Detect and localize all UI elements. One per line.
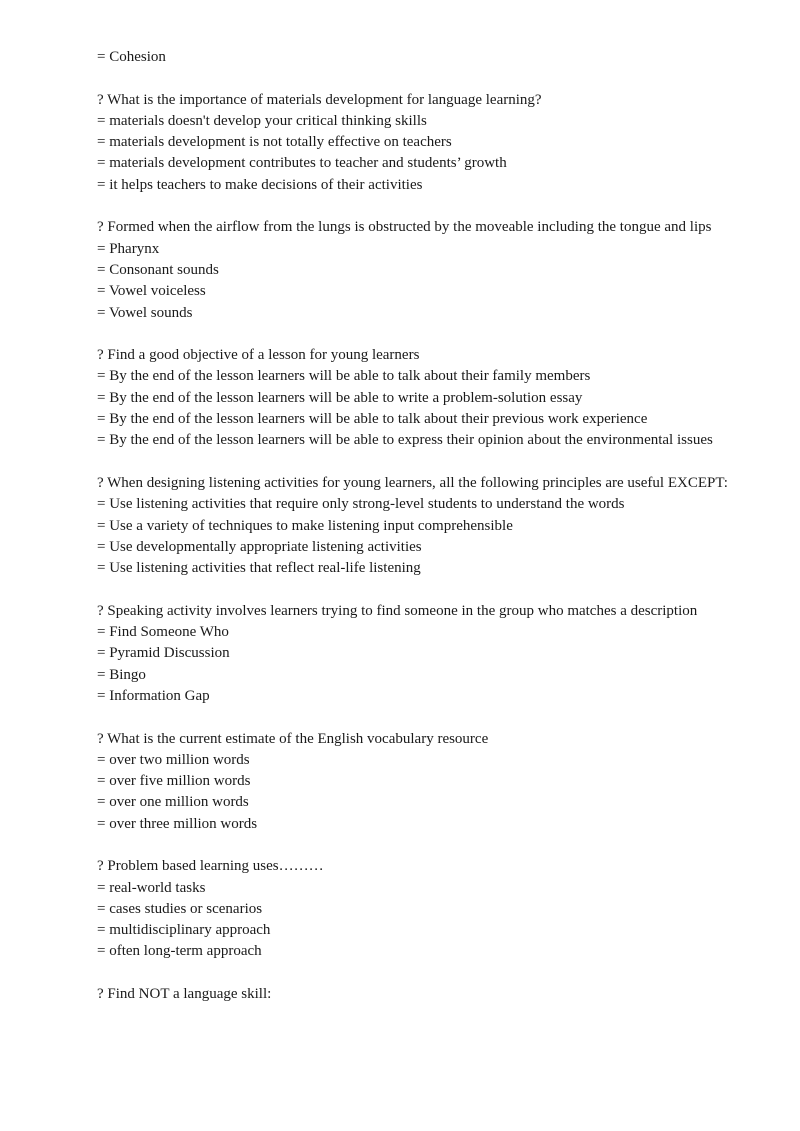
answer-option: = By the end of the lesson learners will be able to talk about their family members bbox=[97, 368, 591, 385]
question-text: ? Problem based learning uses……… bbox=[97, 858, 324, 875]
spacer bbox=[97, 196, 757, 217]
question-text: ? Speaking activity involves learners trying to find someone in the group who matches a description bbox=[97, 602, 698, 619]
answer-option: = Pharynx bbox=[97, 240, 160, 257]
question-block-2 bbox=[97, 217, 757, 323]
answer-option: = Pyramid Discussion bbox=[97, 645, 230, 662]
answer-option: = multidisciplinary approach bbox=[97, 922, 271, 939]
answer-option: = Vowel voiceless bbox=[97, 283, 206, 300]
question-block-1 bbox=[97, 90, 757, 196]
question-text: ? What is the importance of materials development for language learning? bbox=[97, 91, 542, 108]
spacer bbox=[97, 452, 757, 473]
answer-option: = By the end of the lesson learners will be able to talk about their previous work experience bbox=[97, 411, 648, 428]
spacer bbox=[97, 324, 757, 345]
question-text: ? Find NOT a language skill: bbox=[97, 986, 272, 1003]
answer-option: = materials development is not totally effective on teachers bbox=[97, 134, 452, 151]
question-text: ? Formed when the airflow from the lungs is obstructed by the moveable including the tongue and lips bbox=[97, 219, 712, 236]
spacer bbox=[97, 707, 757, 728]
spacer bbox=[97, 68, 757, 89]
answer-option: = Information Gap bbox=[97, 687, 210, 704]
question-text: ? What is the current estimate of the English vocabulary resource bbox=[97, 730, 489, 747]
answer-option: = Consonant sounds bbox=[97, 261, 219, 278]
spacer bbox=[97, 579, 757, 600]
answer-option: = Use listening activities that reflect real-life listening bbox=[97, 560, 421, 577]
answer-option: = By the end of the lesson learners will be able to write a problem-solution essay bbox=[97, 389, 583, 406]
answer-option: = over two million words bbox=[97, 751, 250, 768]
answer-option: = it helps teachers to make decisions of their activities bbox=[97, 176, 423, 193]
answer-option: = Vowel sounds bbox=[97, 304, 193, 321]
question-block-7 bbox=[97, 856, 757, 962]
question-block-5 bbox=[97, 601, 757, 707]
question-block-4 bbox=[97, 473, 757, 579]
question-block-8 bbox=[97, 984, 757, 1005]
question-block-3 bbox=[97, 345, 757, 451]
answer-option: = over one million words bbox=[97, 794, 249, 811]
answer-option: = By the end of the lesson learners will be able to express their opinion about the environmental issues bbox=[97, 432, 713, 449]
answer-option: = real-world tasks bbox=[97, 879, 206, 896]
question-block-6 bbox=[97, 729, 757, 835]
lead-answer: = Cohesion bbox=[97, 49, 166, 65]
question-text: ? When designing listening activities for young learners, all the following principles are useful EXCEPT: bbox=[97, 474, 728, 491]
answer-option: = over three million words bbox=[97, 815, 258, 832]
document-page bbox=[97, 47, 757, 1005]
spacer bbox=[97, 963, 757, 984]
answer-option: = Use listening activities that require only strong-level students to understand the words bbox=[97, 496, 625, 513]
answer-option: = over five million words bbox=[97, 773, 251, 790]
question-text: ? Find a good objective of a lesson for young learners bbox=[97, 347, 420, 364]
answer-option: = materials doesn't develop your critical thinking skills bbox=[97, 112, 427, 129]
answer-option: = often long-term approach bbox=[97, 943, 262, 960]
answer-option: = Use a variety of techniques to make listening input comprehensible bbox=[97, 517, 513, 534]
answer-option: = cases studies or scenarios bbox=[97, 900, 263, 917]
answer-option: = materials development contributes to teacher and students’ growth bbox=[97, 155, 507, 172]
answer-option: = Find Someone Who bbox=[97, 624, 229, 641]
answer-option: = Use developmentally appropriate listening activities bbox=[97, 538, 422, 555]
answer-option: = Bingo bbox=[97, 666, 146, 683]
spacer bbox=[97, 835, 757, 856]
